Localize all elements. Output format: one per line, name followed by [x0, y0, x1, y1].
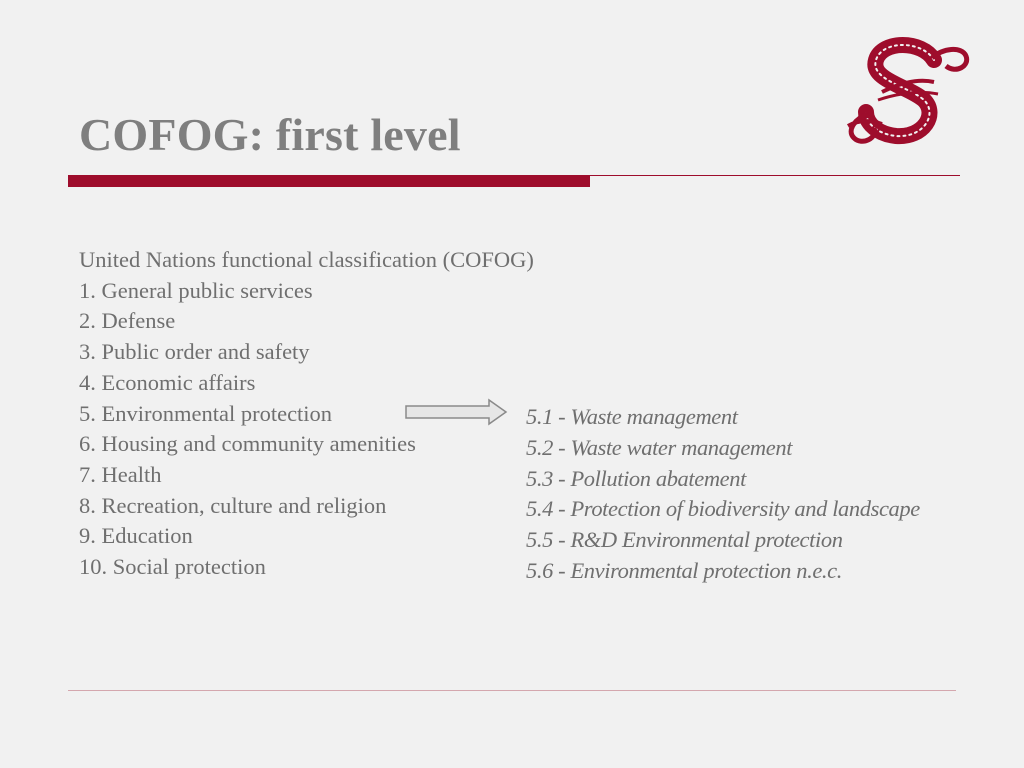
- list-item: 8. Recreation, culture and religion: [79, 492, 387, 518]
- list-item: 2. Defense: [79, 308, 176, 334]
- list-item: 6. Housing and community amenities: [79, 431, 416, 457]
- list-item: 5.3 - Pollution abatement: [526, 465, 746, 491]
- right-arrow-icon: [405, 398, 509, 426]
- list-item: 4. Economic affairs: [79, 369, 256, 395]
- footer-divider: [68, 690, 956, 691]
- list-item: 5.1 - Waste management: [526, 404, 738, 429]
- environmental-subcategory-list: [526, 402, 920, 587]
- list-item: 5.5 - R&D Environmental protection: [526, 527, 843, 553]
- list-item: 3. Public order and safety: [79, 339, 310, 365]
- list-item: 1. General public services: [79, 277, 313, 303]
- list-item: 5.2 - Waste water management: [526, 434, 793, 460]
- intro-line: United Nations functional classification (COFOG): [79, 247, 534, 272]
- title-underline-thick: [68, 175, 590, 187]
- title-underline-thin: [590, 175, 960, 176]
- list-item: 7. Health: [79, 461, 162, 487]
- list-item: 5.4 - Protection of biodiversity and landscape: [526, 496, 920, 522]
- list-item: 9. Education: [79, 523, 193, 549]
- ornate-s-logo-icon: [838, 34, 974, 150]
- list-item: 10. Social protection: [79, 554, 266, 580]
- list-item: 5. Environmental protection: [79, 400, 333, 426]
- slide-title: COFOG: first level: [79, 109, 461, 160]
- list-item: 5.6 - Environmental protection n.e.c.: [526, 557, 842, 583]
